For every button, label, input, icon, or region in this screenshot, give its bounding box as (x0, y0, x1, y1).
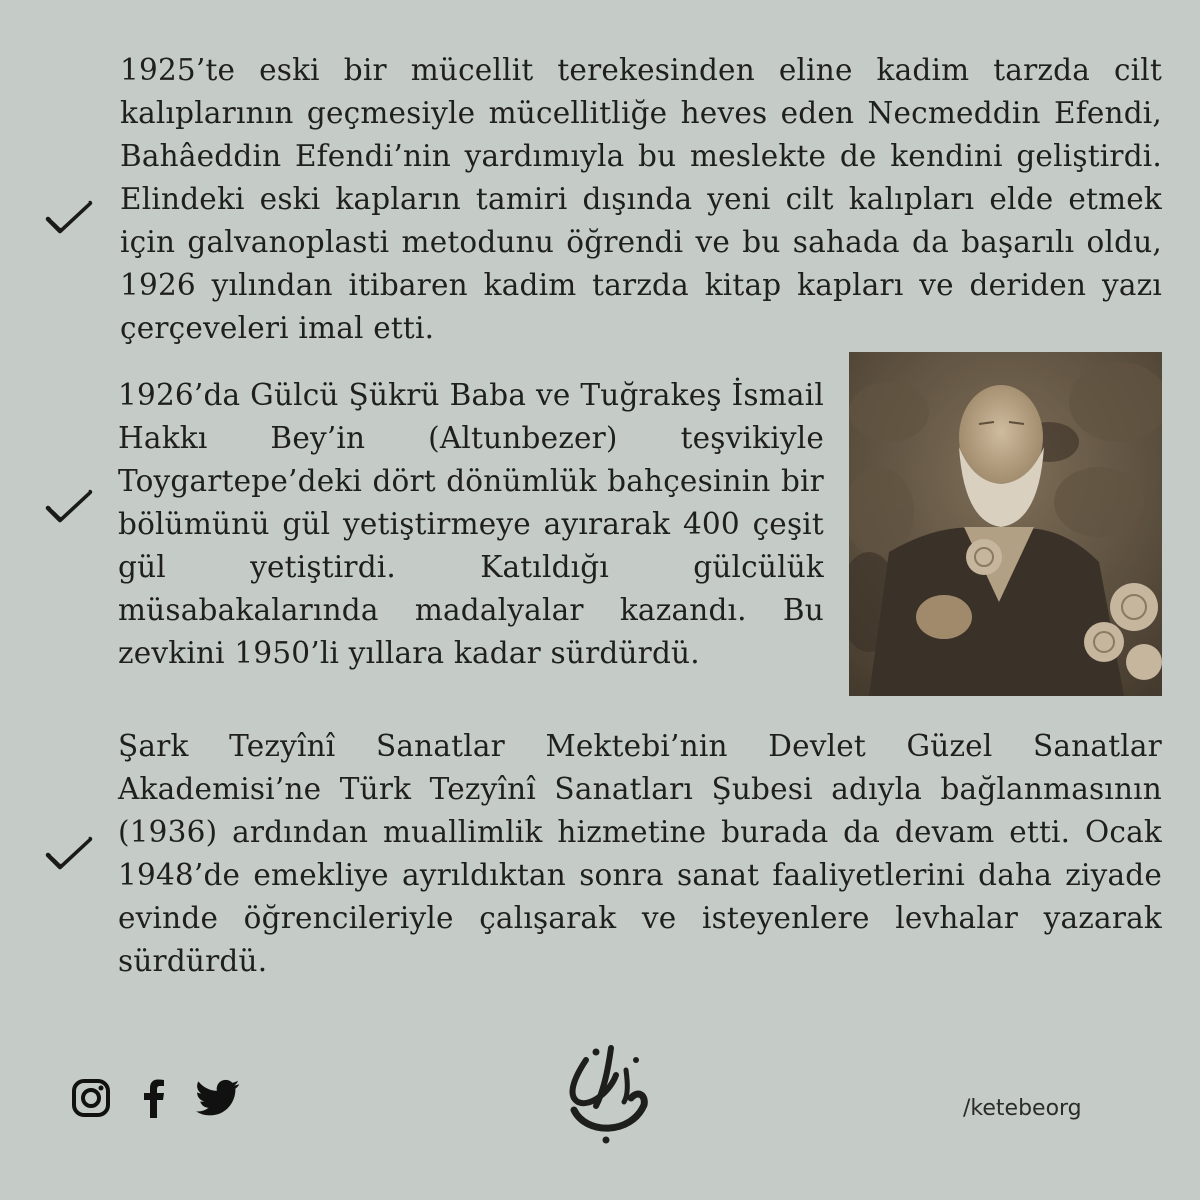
portrait-photo (849, 352, 1162, 696)
instagram-icon[interactable] (71, 1077, 113, 1119)
ketebe-logo (556, 1040, 656, 1146)
checkmark-icon (44, 486, 94, 526)
paragraph-roses: 1926’da Gülcü Şükrü Baba ve Tuğrakeş İsmail Hakkı Bey’in (Altunbezer) teşvikiyle Toygartepe’deki dört dönümlük bahçesinin bir bölümünü gül yetiştirmeye ayırarak 400 çeşit gül yetiştirdi. Katıldığı gülcülük müsabakalarında madalyalar kazandı. Bu zevkini 1950’li yıllara kadar sürdürdü. (118, 378, 824, 670)
checkmark-icon (44, 197, 94, 237)
facebook-icon[interactable] (140, 1077, 170, 1119)
twitter-icon[interactable] (196, 1077, 242, 1119)
checkmark-icon (44, 833, 94, 873)
paragraph-bookbinding: 1925’te eski bir mücellit terekesinden eline kadim tarzda cilt kalıplarının geçmesiyle mücellitliğe heves eden Necmeddin Efendi, Bahâeddin Efendi’nin yardımıyla bu meslekte de kendini geliştirdi. Elindeki eski kapların tamiri dışında yeni cilt kalıpları elde etmek için galvanoplasti metodunu öğrendi ve bu sahada da başarılı oldu, 1926 yılından itibaren kadim tarzda kitap kapları ve deriden yazı çerçeveleri imal etti. (120, 53, 1162, 345)
social-handle[interactable]: /ketebeorg (963, 1096, 1082, 1121)
paragraph-teaching: Şark Tezyînî Sanatlar Mektebi’nin Devlet Güzel Sanatlar Akademisi’ne Türk Tezyînî Sanatları Şubesi adıyla bağlanmasının (1936) ardından muallimlik hizmetine burada da devam etti. Ocak 1948’de emekliye ayrıldıktan sonra sanat faaliyetlerini daha ziyade evinde öğrencileriyle çalışarak ve isteyenlere levhalar yazarak sürdürdü. (118, 729, 1162, 978)
